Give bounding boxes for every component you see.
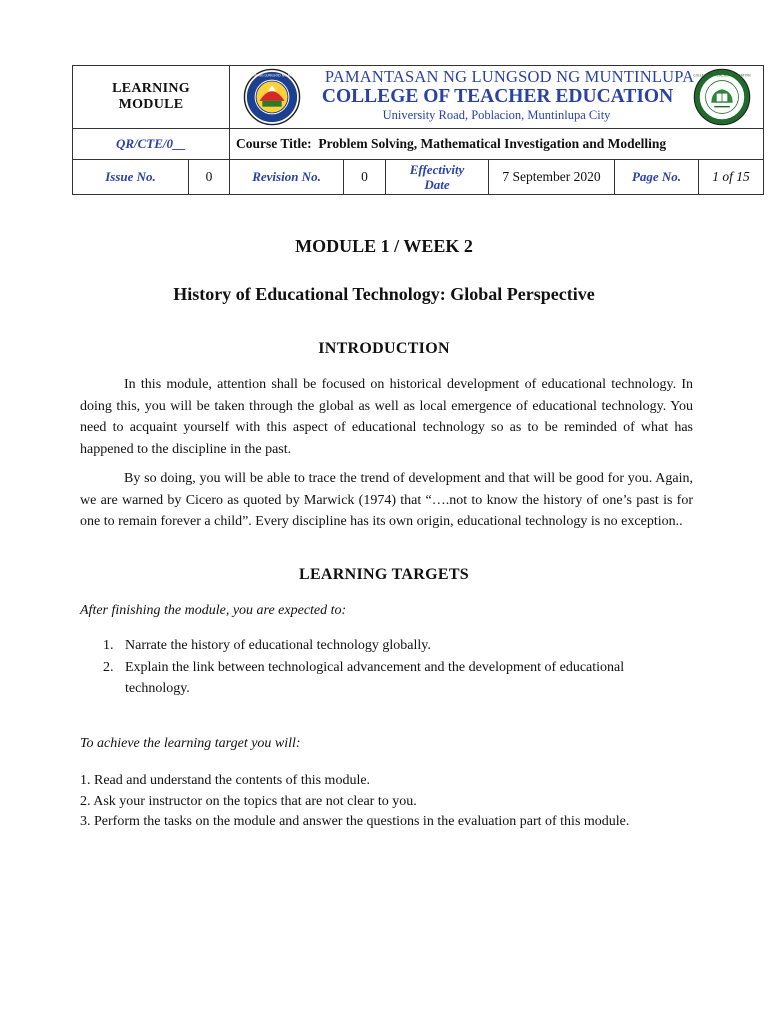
institution-text: [230, 68, 763, 123]
targets-lead-text: After finishing the module, you are expected to:: [80, 603, 347, 618]
learning-targets-list: [80, 635, 680, 700]
introduction-heading: INTRODUCTION: [318, 340, 450, 357]
document-code: QR/CTE/0__: [73, 129, 230, 160]
revision-label: Revision No.: [230, 160, 344, 195]
college-seal-logo: [693, 68, 751, 126]
list-item-text: Explain the link between technological advancement and the development of educational technology.: [125, 659, 625, 696]
effectivity-label-line2: Date: [424, 177, 450, 192]
university-name: PAMANTASAN NG LUNGSOD NG MUNTINLUPA: [324, 67, 695, 86]
list-item: 3. Perform the tasks on the module and answer the questions in the evaluation part of this module.: [80, 814, 630, 829]
achieve-lead-text: To achieve the learning target you will:: [80, 736, 301, 751]
university-address: University Road, Poblacion, Muntinlupa City: [382, 108, 611, 122]
document-header-table: [72, 65, 764, 195]
issue-label: Issue No.: [73, 160, 189, 195]
learning-label-line1: LEARNING: [112, 81, 190, 96]
introduction-paragraph: In this module, attention shall be focused on historical development of educational technology. In doing this, you will be taken through the global as well as local emergence of educational technology. You need to acquaint yourself with this aspect of educational technology so as to be reminded of what has happened to the discipline in the past.: [80, 377, 693, 457]
list-item: [80, 657, 680, 700]
list-item: 2. Ask your instructor on the topics that are not clear to you.: [80, 793, 417, 809]
learning-module-label: [73, 66, 230, 129]
topic-title: History of Educational Technology: Global Perspective: [173, 284, 595, 304]
achieve-steps-list: [80, 771, 720, 833]
course-title-cell: [230, 129, 764, 160]
institution-banner: [230, 66, 764, 129]
introduction-paragraph: By so doing, you will be able to trace the trend of development and that will be good for you. Again, we are warned by Cicero as quoted by Marwick (1974) that “….not to know the history of one’s past is for one to remain forever a child”. Every discipline has its own origin, educational technology is no exception..: [80, 471, 693, 529]
issue-value: 0: [189, 160, 230, 195]
course-title-label: Course Title:: [236, 136, 312, 151]
effectivity-date: 7 September 2020: [489, 160, 615, 195]
list-item: 1. Read and understand the contents of this module.: [80, 773, 371, 788]
learning-targets-heading: LEARNING TARGETS: [298, 566, 470, 583]
module-title: MODULE 1 / WEEK 2: [295, 236, 473, 256]
list-item-number: 1.: [103, 638, 114, 653]
list-item-text: Narrate the history of educational technology globally.: [125, 638, 431, 653]
list-item-number: 2.: [103, 659, 114, 675]
course-title: Problem Solving, Mathematical Investigation and Modelling: [318, 136, 667, 151]
page-number: 1 of 15: [699, 160, 764, 195]
effectivity-label: [386, 160, 489, 195]
learning-label-line2: MODULE: [118, 97, 184, 112]
revision-value: 0: [344, 160, 386, 195]
page-label: Page No.: [615, 160, 699, 195]
college-name: COLLEGE OF TEACHER EDUCATION: [321, 86, 674, 107]
effectivity-label-line1: Effectivity: [409, 162, 465, 177]
list-item: [80, 635, 680, 657]
seal-lettering: PAMANTASAN NG LUNGSOD NG MUNTINLUPA: [235, 73, 309, 78]
seal-lettering: COLLEGE OF TEACHER EDUCATION: [693, 73, 751, 78]
